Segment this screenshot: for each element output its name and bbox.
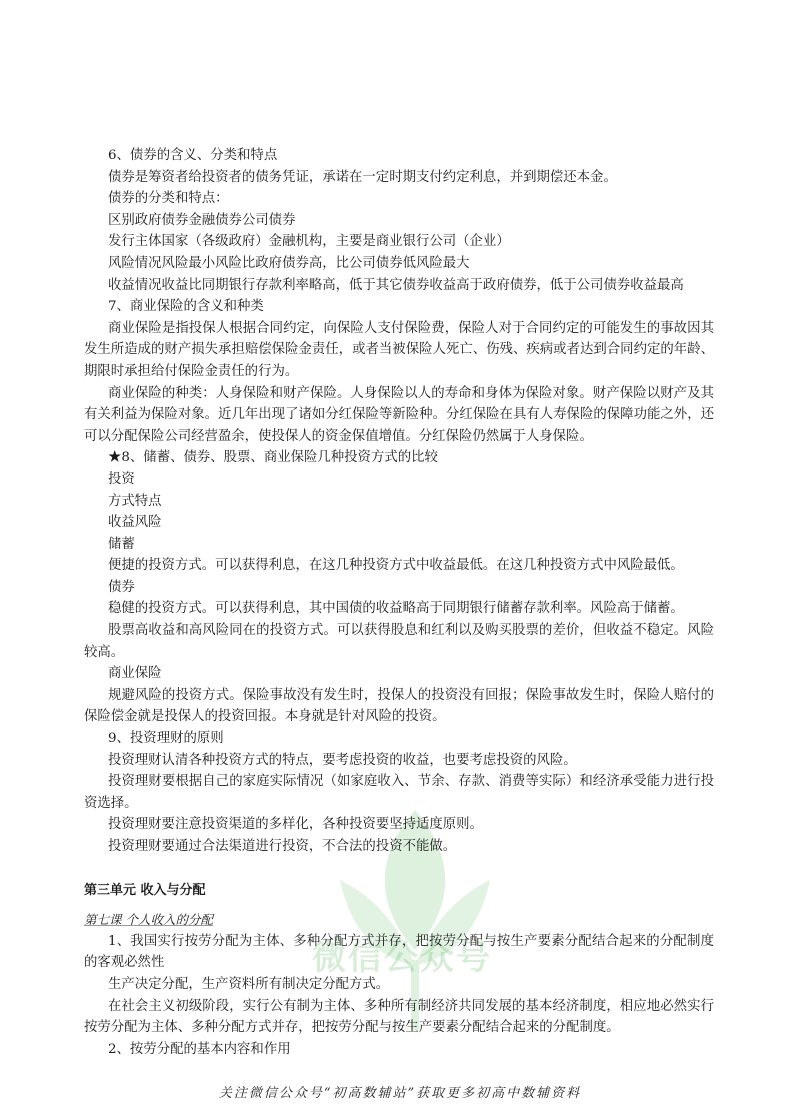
paragraph: 在社会主义初级阶段，实行公有制为主体、多种所有制经济共同发展的基本经济制度，相应地必然实行按劳分配为主体、多种分配方式并存，把按劳分配与按生产要素分配结合起来的分配制度。: [84, 998, 714, 1036]
paragraph: 便捷的投资方式。可以获得利息，在这几种投资方式中收益最低。在这几种投资方式中风险最低。: [108, 558, 684, 574]
paragraph: 投资理财要根据自己的家庭实际情况（如家庭收入、节余、存款、消费等实际）和经济承受能力进行投资选择。: [84, 774, 714, 811]
paragraph: 区别政府债券金融债券公司债券: [108, 212, 296, 228]
watermark-text: 微信公众号: [312, 938, 492, 978]
paragraph: 发行主体国家（各级政府）金融机构，主要是商业银行公司（企业）: [108, 234, 510, 250]
paragraph: 规避风险的投资方式。保险事故没有发生时，投保人的投资没有回报；保险事故发生时，保险人赔付的保险偿金就是投保人的投资回报。本身就是针对风险的投资。: [84, 687, 714, 725]
paragraph: 稳健的投资方式。可以获得利息，其中国债的收益略高于同期银行储蓄存款利率。风险高于储蓄。: [108, 601, 684, 617]
paragraph: 投资理财要通过合法渠道进行投资，不合法的投资不能做。: [108, 839, 457, 854]
paragraph: 债券的分类和特点：: [108, 191, 229, 207]
heading-insurance: 7、商业保险的含义和种类: [108, 299, 264, 315]
paragraph: 投资: [108, 471, 135, 487]
unit-title: 第三单元 收入与分配: [84, 882, 206, 898]
document-body: [84, 145, 714, 1060]
paragraph: 1、我国实行按劳分配为主体、多种分配方式并存，把按劳分配与按生产要素分配结合起来的分配制度的客观必然性: [84, 933, 714, 971]
paragraph: 投资理财认清各种投资方式的特点，要考虑投资的收益，也要考虑投资的风险。: [108, 752, 577, 768]
heading-principles: 9、投资理财的原则: [108, 731, 224, 747]
paragraph: 商业保险: [108, 666, 162, 682]
paragraph: 债券: [108, 579, 135, 595]
heading-comparison: ★8、储蓄、债券、股票、商业保险几种投资方式的比较: [108, 450, 438, 466]
paragraph: 收益风险: [108, 515, 162, 531]
paragraph: 收益情况收益比同期银行存款利率略高，低于其它债券收益高于政府债券，低于公司债券收益最高: [108, 277, 684, 293]
lesson-title: 第七课 个人收入的分配: [84, 912, 213, 928]
paragraph: 风险情况风险最小风险比政府债券高，比公司债券低风险最大: [108, 255, 470, 271]
paragraph: 投资理财要注意投资渠道的多样化，各种投资要坚持适度原则。: [108, 817, 483, 833]
paragraph: 债券是筹资者给投资者的债务凭证，承诺在一定时期支付约定利息，并到期偿还本金。: [108, 169, 617, 185]
paragraph: 商业保险的种类：人身保险和财产保险。人身保险以人的寿命和身体为保险对象。财产保险以财产及其有关利益为保险对象。近几年出现了诸如分红保险等新险种。分红保险在具有人寿保险的保障功能之外，还可以分配保险公司经营盈余，使投保人的资金保值增值。分红保险仍然属于人身保险。: [84, 385, 714, 444]
paragraph: 商业保险是指投保人根据合同约定，向保险人支付保险费，保险人对于合同约定的可能发生的事故因其发生所造成的财产损失承担赔偿保险金责任，或者当被保险人死亡、伤残、疾病或者达到合同约定的年龄、期限时承担给付保险金责任的行为。: [84, 320, 714, 379]
paragraph: 生产决定分配，生产资料所有制决定分配方式。: [108, 976, 390, 992]
heading-distribution: 2、按劳分配的基本内容和作用: [108, 1041, 291, 1057]
heading-bond: 6、债券的含义、分类和特点: [108, 148, 278, 163]
paragraph: 储蓄: [108, 536, 135, 552]
paragraph: 股票高收益和高风险同在的投资方式。可以获得股息和红利以及购买股票的差价，但收益不稳定。风险较高。: [84, 623, 714, 660]
paragraph: 方式特点: [108, 493, 162, 509]
page-footer: 关注微信公众号“初高数辅站”获取更多初高中数辅资料: [218, 1086, 582, 1101]
